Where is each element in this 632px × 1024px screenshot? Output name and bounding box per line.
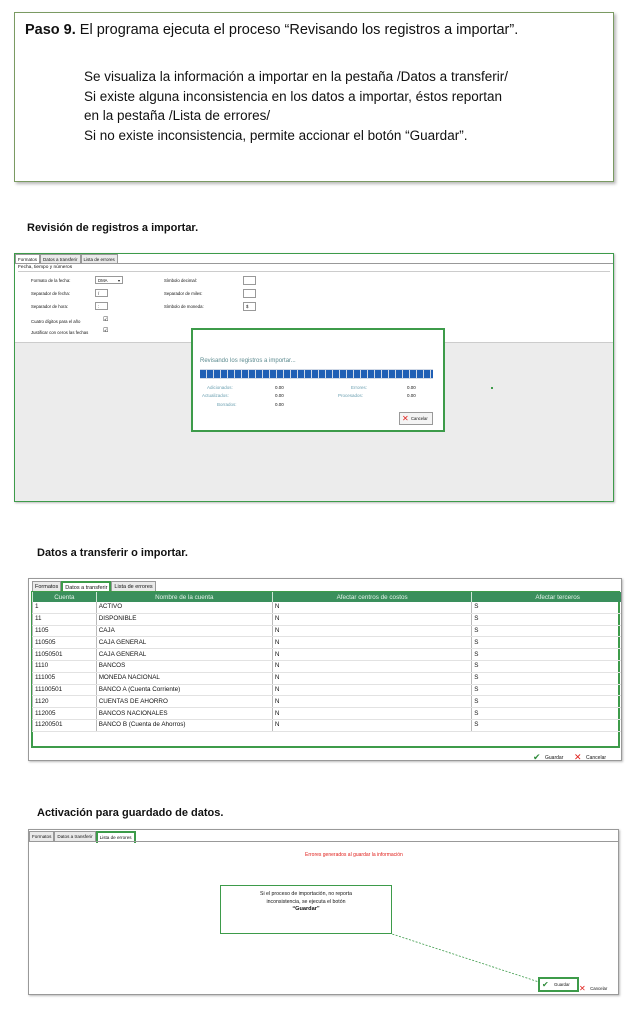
tab-formatos[interactable]: Formatos [29, 831, 54, 842]
table-row[interactable] [33, 602, 623, 613]
thousands-separator-label: Separador de miles: [164, 291, 203, 296]
date-separator-label: Separador de fecha: [31, 291, 70, 296]
table-cell: S [472, 613, 622, 625]
step-line: en la pestaña /Lista de errores/ [84, 108, 271, 123]
table-cell: S [472, 672, 622, 684]
time-separator-input[interactable] [95, 302, 108, 310]
table-row[interactable] [33, 684, 623, 696]
updated-value: 0.00 [275, 393, 284, 398]
table-cell: N [272, 602, 471, 613]
group-divider [18, 271, 610, 272]
zeros-checkbox[interactable]: ☑ [103, 328, 109, 334]
dialog-title: Revisando los registros a importar... [200, 358, 296, 364]
tab-lista-errores[interactable]: Lista de errores [111, 581, 155, 592]
step-instructions-box [14, 12, 614, 182]
callout-text [221, 891, 391, 914]
deleted-label: Borrados: [217, 402, 237, 407]
table-cell: N [272, 660, 471, 672]
table-cell: S [472, 660, 622, 672]
table-cell: N [272, 637, 471, 649]
callout-line: Si el proceso de importación, no reporta [260, 891, 352, 897]
processed-label: Procesados: [338, 393, 364, 398]
dialog-cancel-label: Cancelar [411, 416, 428, 421]
cancel-label: Cancelar [590, 986, 608, 991]
table-cell: BANCO B (Cuenta de Ahorros) [96, 719, 272, 731]
table-cell: S [472, 649, 622, 661]
processed-value: 0.00 [407, 393, 416, 398]
table-cell: DISPONIBLE [96, 613, 272, 625]
dialog-cancel-button[interactable] [399, 412, 433, 425]
date-separator-input[interactable] [95, 289, 108, 297]
save-button[interactable] [533, 747, 563, 761]
column-header[interactable]: Cuenta [33, 592, 97, 602]
thousands-separator-input[interactable] [243, 289, 256, 298]
table-body [33, 602, 623, 731]
table-row[interactable] [33, 672, 623, 684]
table-cell: S [472, 696, 622, 708]
four-digits-checkbox[interactable]: ☑ [103, 317, 109, 323]
table-cell: N [272, 613, 471, 625]
updated-label: Actualizados: [202, 393, 229, 398]
group-label: Fecha, tiempo y números [18, 265, 73, 270]
step-description [84, 67, 508, 145]
time-separator-label: Separador de hora: [31, 304, 69, 309]
table-row[interactable] [33, 625, 623, 637]
table-cell: 11200501 [33, 719, 97, 731]
callout-note [220, 885, 392, 934]
table-row[interactable] [33, 649, 623, 661]
close-x-icon: ✕ [402, 414, 409, 423]
save-label: Guardar [554, 982, 570, 987]
table-cell: CAJA GENERAL [96, 637, 272, 649]
step-line: Si no existe inconsistencia, permite accionar el botón “Guardar”. [84, 127, 468, 143]
time-separator-value: : [98, 304, 100, 309]
progress-bar-fill [200, 370, 433, 378]
table-cell: N [272, 649, 471, 661]
save-button[interactable] [538, 977, 579, 992]
tab-bar [32, 581, 156, 591]
added-label: Adicionados: [207, 385, 233, 390]
transfer-window [28, 578, 622, 761]
close-x-icon: ✕ [579, 984, 586, 993]
cancel-button[interactable] [579, 978, 607, 995]
table-cell: CUENTAS DE AHORRO [96, 696, 272, 708]
table-cell: S [472, 719, 622, 731]
callout-line: “Guardar” [292, 906, 320, 912]
checkmark-icon: ✔ [542, 980, 549, 989]
four-digits-label: Cuatro dígitos para el año [31, 319, 81, 324]
callout-line: inconsistencia, se ejecuta el botón [266, 898, 346, 905]
table-cell: N [272, 696, 471, 708]
column-header[interactable]: Nombre de la cuenta [96, 592, 272, 602]
marker-dot [491, 387, 493, 389]
section-heading-save: Activación para guardado de datos. [37, 807, 224, 819]
tab-datos-transferir[interactable]: Datos a transferir [54, 831, 95, 842]
section-heading-review: Revisión de registros a importar. [27, 222, 199, 234]
table-row[interactable] [33, 708, 623, 720]
table-cell: S [472, 708, 622, 720]
step-label: Paso 9. [25, 22, 76, 38]
table-cell: N [272, 684, 471, 696]
tab-divider [15, 263, 613, 264]
errors-title: Errores generados al guardar la información [305, 852, 403, 858]
errors-label: Errores: [351, 385, 368, 390]
errors-value: 0.00 [407, 385, 416, 390]
table-header-row [33, 592, 623, 602]
progress-dialog [191, 328, 445, 432]
table-cell: 11050501 [33, 649, 97, 661]
cancel-label: Cancelar [586, 755, 607, 761]
table-cell: 1120 [33, 696, 97, 708]
table-cell: 112005 [33, 708, 97, 720]
added-value: 0.00 [275, 385, 284, 390]
currency-symbol-input[interactable] [243, 302, 256, 311]
save-window [28, 829, 619, 995]
table-cell: 11100501 [33, 684, 97, 696]
table-cell: CAJA [96, 625, 272, 637]
table-cell: ACTIVO [96, 602, 272, 613]
table-cell: S [472, 602, 622, 613]
table-cell: S [472, 625, 622, 637]
accounts-table [32, 592, 622, 732]
table-row[interactable] [33, 637, 623, 649]
table-cell: S [472, 684, 622, 696]
date-format-value: DMA [98, 278, 108, 283]
decimal-symbol-label: Símbolo decimal: [164, 278, 197, 283]
table-cell: 1105 [33, 625, 97, 637]
progress-bar-track [200, 369, 433, 379]
step-title [25, 22, 518, 38]
table-cell: 1110 [33, 660, 97, 672]
tab-formatos[interactable]: Formatos [32, 581, 61, 592]
table-cell: 11 [33, 613, 97, 625]
table-row[interactable] [33, 719, 623, 731]
table-cell: CAJA GENERAL [96, 649, 272, 661]
tab-lista-errores[interactable]: Lista de errores [96, 831, 136, 843]
table-cell: N [272, 719, 471, 731]
table-row[interactable] [33, 613, 623, 625]
table-cell: N [272, 672, 471, 684]
currency-symbol-label: Símbolo de moneda: [164, 304, 204, 309]
date-separator-value: / [98, 291, 100, 296]
table-cell: MONEDA NACIONAL [96, 672, 272, 684]
column-header[interactable]: Afectar centros de costos [272, 592, 471, 602]
table-cell: N [272, 708, 471, 720]
deleted-value: 0.00 [275, 402, 284, 407]
table-row[interactable] [33, 696, 623, 708]
column-header[interactable]: Afectar terceros [472, 592, 622, 602]
table-cell: 110505 [33, 637, 97, 649]
step-title-text: El programa ejecuta el proceso “Revisando los registros a importar”. [75, 22, 519, 38]
date-format-label: Formato de la fecha: [31, 278, 71, 283]
table-cell: N [272, 625, 471, 637]
cancel-button[interactable] [574, 747, 606, 761]
table-cell: BANCOS NACIONALES [96, 708, 272, 720]
tab-datos-transferir[interactable]: Datos a transferir [40, 254, 81, 264]
chevron-down-icon: ▾ [117, 278, 120, 283]
zeros-label: Justificar con ceros las fechas [31, 330, 89, 335]
tab-formatos[interactable]: Formatos [15, 254, 40, 264]
decimal-symbol-input[interactable] [243, 276, 256, 285]
date-format-select[interactable] [95, 276, 123, 284]
table-cell: 1 [33, 602, 97, 613]
step-line: Se visualiza la información a importar en la pestaña /Datos a transferir/ [84, 69, 508, 84]
table-row[interactable] [33, 660, 623, 672]
table-cell: 111005 [33, 672, 97, 684]
tab-lista-errores[interactable]: Lista de errores [81, 254, 118, 264]
step-line: Si existe alguna inconsistencia en los datos a importar, éstos reportan [84, 88, 502, 104]
table-cell: S [472, 637, 622, 649]
checkmark-icon: ✔ [533, 752, 541, 761]
save-label: Guardar [545, 755, 564, 761]
tab-datos-transferir[interactable]: Datos a transferir [61, 581, 111, 593]
table-cell: BANCO A (Cuenta Corriente) [96, 684, 272, 696]
table-cell: BANCOS [96, 660, 272, 672]
currency-symbol-value: $ [246, 304, 249, 309]
close-x-icon: ✕ [574, 752, 582, 761]
section-heading-transfer: Datos a transferir o importar. [37, 547, 188, 559]
